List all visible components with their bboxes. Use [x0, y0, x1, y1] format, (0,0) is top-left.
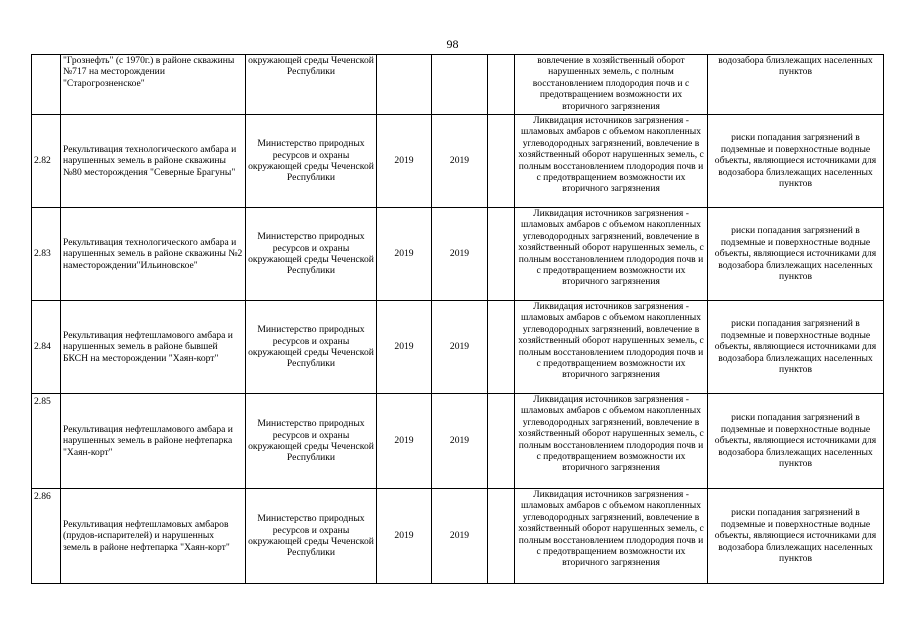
object-name-cell: Рекультивация нефтешламового амбара и нарушенных земель в районе бывшей БКСН на месторождении "Хаян-корт"	[61, 301, 246, 394]
table-row	[32, 301, 884, 394]
year-end-cell: 2019	[432, 208, 488, 301]
table-row	[32, 208, 884, 301]
row-number-cell: 2.84	[32, 301, 61, 394]
risk-description-cell: риски попадания загрязнений в подземные и поверхностные водные объекты, являющиеся источниками для водозабора близлежащих населенных пунктов	[708, 394, 884, 489]
table-row	[32, 489, 884, 584]
year-end-cell: 2019	[432, 301, 488, 394]
responsible-org-cell: Министерство природных ресурсов и охраны окружающей среды Чеченской Республики	[246, 489, 377, 584]
risk-description-cell: риски попадания загрязнений в подземные и поверхностные водные объекты, являющиеся источниками для водозабора близлежащих населенных пунктов	[708, 489, 884, 584]
year-start-cell: 2019	[377, 115, 432, 208]
risk-description-cell: риски попадания загрязнений в подземные и поверхностные водные объекты, являющиеся источниками для водозабора близлежащих населенных пунктов	[708, 208, 884, 301]
year-end-cell	[432, 55, 488, 115]
year-start-cell: 2019	[377, 394, 432, 489]
measure-description-cell: Ликвидация источников загрязнения - шламовых амбаров с объемом накопленных углеводородных загрязнений, вовлечение в хозяйственный оборот нарушенных земель, с полным восстановлением плодородия почв и с предотвращением возможности их вторичного загрязнения	[515, 394, 708, 489]
measure-description-cell: Ликвидация источников загрязнения - шламовых амбаров с объемом накопленных углеводородных загрязнений, вовлечение в хозяйственный оборот нарушенных земель, с полным восстановлением плодородия почв и с предотвращением возможности их вторичного загрязнения	[515, 489, 708, 584]
year-start-cell: 2019	[377, 301, 432, 394]
page-number: 98	[446, 37, 459, 51]
empty-cell	[488, 55, 515, 115]
empty-cell	[488, 489, 515, 584]
risk-description-cell: риски попадания загрязнений в подземные и поверхностные водные объекты, являющиеся источниками для водозабора близлежащих населенных пунктов	[708, 115, 884, 208]
year-end-cell: 2019	[432, 115, 488, 208]
year-end-cell: 2019	[432, 394, 488, 489]
table-row	[32, 394, 884, 489]
object-name-cell: Рекультивация нефтешламового амбара и нарушенных земель в районе нефтепарка "Хаян-корт"	[61, 394, 246, 489]
year-start-cell	[377, 55, 432, 115]
table-row-continuation	[32, 55, 884, 115]
measure-description-cell: Ликвидация источников загрязнения - шламовых амбаров с объемом накопленных углеводородных загрязнений, вовлечение в хозяйственный оборот нарушенных земель, с полным восстановлением плодородия почв и с предотвращением возможности их вторичного загрязнения	[515, 208, 708, 301]
empty-cell	[488, 301, 515, 394]
responsible-org-cell: окружающей среды Чеченской Республики	[246, 55, 377, 115]
responsible-org-cell: Министерство природных ресурсов и охраны окружающей среды Чеченской Республики	[246, 115, 377, 208]
object-name-cell: Рекультивация технологического амбара и нарушенных земель в районе скважины №2 наместорождении"Ильиновское"	[61, 208, 246, 301]
responsible-org-cell: Министерство природных ресурсов и охраны окружающей среды Чеченской Республики	[246, 301, 377, 394]
risk-description-cell: водозабора близлежащих населенных пунктов	[708, 55, 884, 115]
measure-description-cell: Ликвидация источников загрязнения - шламовых амбаров с объемом накопленных углеводородных загрязнений, вовлечение в хозяйственный оборот нарушенных земель, с полным восстановлением плодородия почв и с предотвращением возможности их вторичного загрязнения	[515, 115, 708, 208]
table-row	[32, 115, 884, 208]
object-name-cell: Рекультивация технологического амбара и нарушенных земель в районе скважины №80 месторождения "Северные Брагуны"	[61, 115, 246, 208]
responsible-org-cell: Министерство природных ресурсов и охраны окружающей среды Чеченской Республики	[246, 394, 377, 489]
measure-description-cell: вовлечение в хозяйственный оборот нарушенных земель, с полным восстановлением плодородия почв и с предотвращением возможности их вторичного загрязнения	[515, 55, 708, 115]
row-number-cell: 2.82	[32, 115, 61, 208]
row-number-cell	[32, 55, 61, 115]
year-start-cell: 2019	[377, 489, 432, 584]
year-start-cell: 2019	[377, 208, 432, 301]
empty-cell	[488, 394, 515, 489]
responsible-org-cell: Министерство природных ресурсов и охраны окружающей среды Чеченской Республики	[246, 208, 377, 301]
measures-table	[31, 54, 884, 584]
object-name-cell: Рекультивация нефтешламовых амбаров (прудов-испарителей) и нарушенных земель в районе нефтепарка "Хаян-корт"	[61, 489, 246, 584]
row-number-cell: 2.85	[32, 394, 61, 489]
empty-cell	[488, 208, 515, 301]
row-number-cell: 2.86	[32, 489, 61, 584]
measure-description-cell: Ликвидация источников загрязнения - шламовых амбаров с объемом накопленных углеводородных загрязнений, вовлечение в хозяйственный оборот нарушенных земель, с полным восстановлением плодородия почв и с предотвращением возможности их вторичного загрязнения	[515, 301, 708, 394]
row-number-cell: 2.83	[32, 208, 61, 301]
risk-description-cell: риски попадания загрязнений в подземные и поверхностные водные объекты, являющиеся источниками для водозабора близлежащих населенных пунктов	[708, 301, 884, 394]
year-end-cell: 2019	[432, 489, 488, 584]
empty-cell	[488, 115, 515, 208]
object-name-cell: "Грознефть" (с 1970г.) в районе скважины №717 на месторождении "Старогрозненское"	[61, 55, 246, 115]
